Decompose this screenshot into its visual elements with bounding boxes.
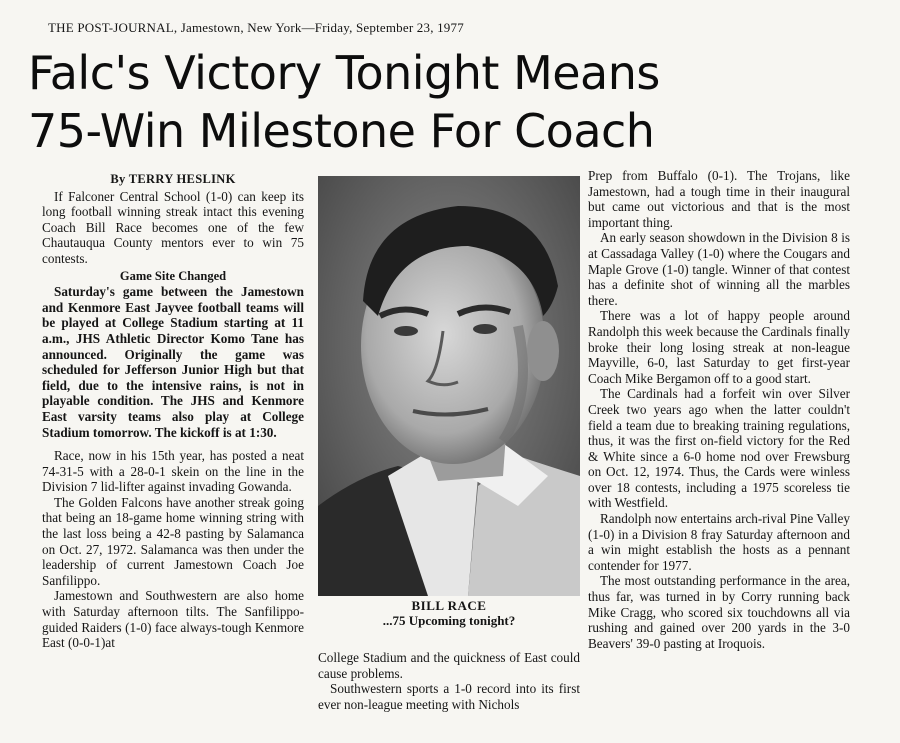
article-column-1 — [42, 172, 304, 651]
dateline: THE POST-JOURNAL, Jamestown, New York—Friday, September 23, 1977 — [48, 20, 464, 35]
coach-photo — [318, 176, 580, 596]
paragraph: The Golden Falcons have another streak going that being an 18-game home winning string with the last loss being a 42-8 pasting by Salamanca on Oct. 27, 1972. Salamanca was then under the leadership of current Jamestown Coach Joe Sanfilippo. — [42, 494, 304, 588]
paragraph: The most outstanding performance in the area, thus far, was turned in by Corry running back Mike Cragg, who scored six touchdowns all via rushing and gained over 200 yards in the 3-0 Beavers' 39-0 pasting at Iroquois. — [588, 573, 850, 651]
byline: By TERRY HESLINK — [110, 172, 236, 186]
paragraph: Southwestern sports a 1-0 record into its first ever non-league meeting with Nichols — [318, 681, 580, 712]
paragraph: Prep from Buffalo (0-1). The Trojans, like Jamestown, had a tough time in their inaugural but came out victorious and that is the most important thing. — [588, 168, 850, 230]
caption-name: BILL RACE — [411, 598, 487, 613]
portrait-image — [318, 176, 580, 596]
caption-text: ...75 Upcoming tonight? — [382, 613, 516, 628]
photo-caption — [318, 598, 580, 628]
paragraph: Race, now in his 15th year, has posted a neat 74-31-5 with a 28-0-1 skein on the line in the Division 7 lid-lifter against invading Gowanda. — [42, 448, 304, 495]
paragraph: Randolph now entertains arch-rival Pine Valley (1-0) in a Division 8 fray Saturday afternoon and a win might establish the hosts as a pennant contender for 1977. — [588, 511, 850, 573]
subheading: Game Site Changed — [119, 268, 227, 283]
paragraph: An early season showdown in the Division 8 is at Cassadaga Valley (1-0) where the Cougars and Maple Grove (1-0) tangle. Winner of that contest has a definite shot of winning all the marbles there. — [588, 230, 850, 308]
headline-line-2: 75-Win Milestone For Coach — [28, 104, 655, 158]
article-column-3 — [588, 168, 850, 651]
paragraph: If Falconer Central School (1-0) can keep its long football winning streak intact this evening Coach Bill Race becomes one of the few Chautauqua County mentors ever to win 75 contests. — [42, 188, 304, 266]
headline — [28, 44, 878, 160]
article-column-2 — [318, 650, 580, 712]
paragraph: College Stadium and the quickness of East could cause problems. — [318, 650, 580, 681]
boxed-notice: Saturday's game between the Jamestown and Kenmore East Jayvee football teams will be played at College Stadium starting at 11 a.m., JHS Athletic Director Komo Tane has announced. Originally the game was scheduled for Jefferson Junior High but that field, due to the intensive rains, is not in playable condition. The JHS and Kenmore East varsity teams also play at College Stadium tomorrow. The kickoff is at 1:30. — [42, 284, 304, 440]
paragraph: The Cardinals had a forfeit win over Silver Creek two years ago when the latter couldn't field a team due to breaking training regulations, thus, it was the first on-field victory for the Red & White since a 6-0 home nod over Frewsburg on Oct. 12, 1974. Thus, the Cards were winless over 18 contests, including a 1975 scoreless tie with Westfield. — [588, 386, 850, 511]
paragraph: Jamestown and Southwestern are also home with Saturday afternoon tilts. The Sanfilippo-guided Raiders (1-0) face always-tough Kenmore East (0-0-1)at — [42, 588, 304, 651]
paragraph: There was a lot of happy people around Randolph this week because the Cardinals finally broke their long losing streak at non-league Mayville, 6-0, last Saturday to get first-year Coach Mike Bergamon off to a good start. — [588, 308, 850, 386]
headline-line-1: Falc's Victory Tonight Means — [28, 46, 660, 100]
